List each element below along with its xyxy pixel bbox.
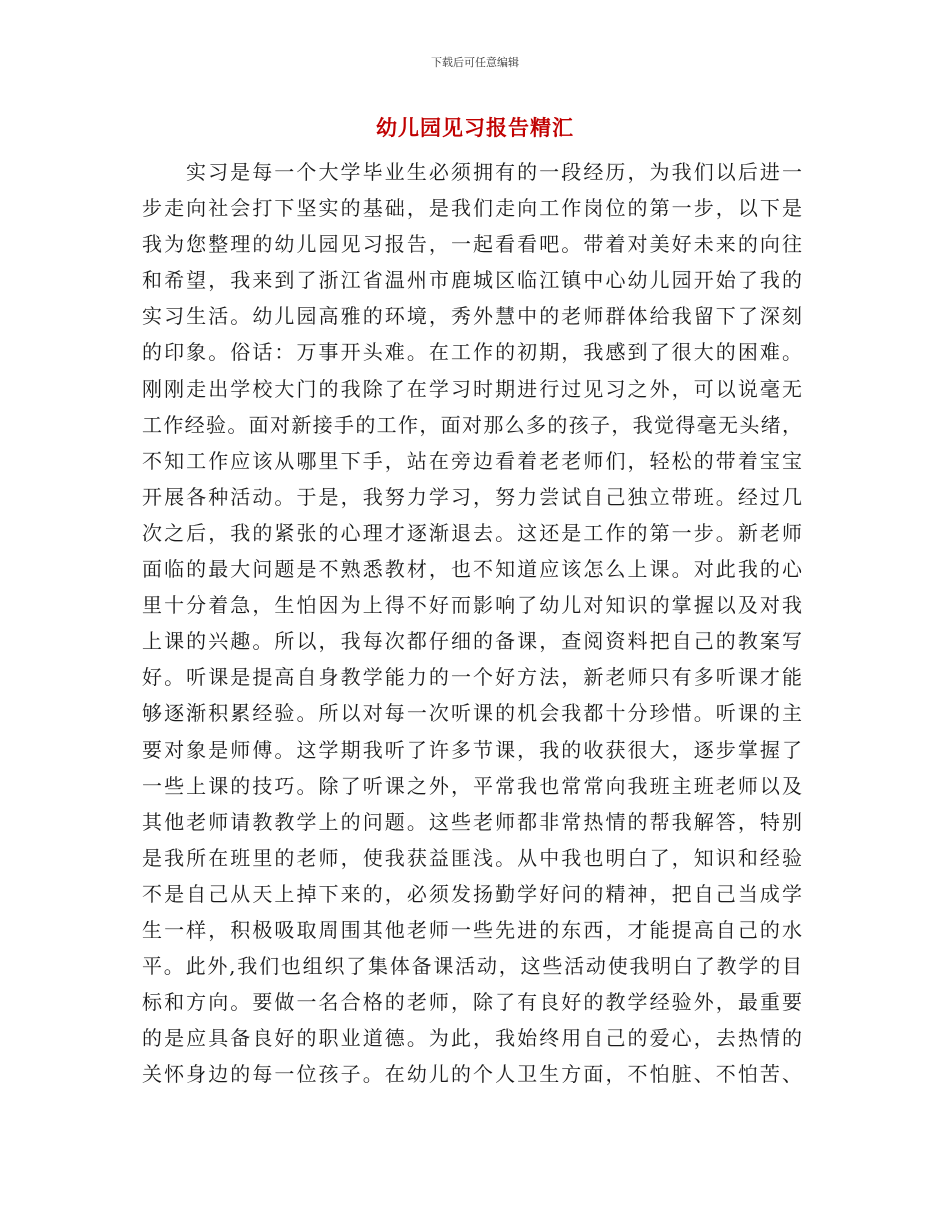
text-line: 上课的兴趣。所以，我每次都仔细的备课，查阅资料把自己的教案写: [142, 629, 802, 654]
text-line: 和希望，我来到了浙江省温州市鹿城区临江镇中心幼儿园开始了我的: [142, 268, 802, 293]
text-line: 不知工作应该从哪里下手，站在旁边看着老老师们，轻松的带着宝宝: [142, 448, 802, 473]
text-line: 开展各种活动。于是，我努力学习，努力尝试自己独立带班。经过几: [142, 484, 802, 509]
text-line: 里十分着急，生怕因为上得不好而影响了幼儿对知识的掌握以及对我: [142, 593, 802, 618]
text-line: 标和方向。要做一名合格的老师，除了有良好的教学经验外，最重要: [142, 990, 802, 1015]
text-line: 面临的最大问题是不熟悉教材，也不知道应该怎么上课。对此我的心: [142, 557, 802, 582]
text-line: 好。听课是提高自身教学能力的一个好方法，新老师只有多听课才能: [142, 665, 802, 690]
text-line: 关怀身边的每一位孩子。在幼儿的个人卫生方面，不怕脏、不怕苦、: [142, 1062, 802, 1087]
text-line: 一些上课的技巧。除了听课之外，平常我也常常向我班主班老师以及: [142, 773, 802, 798]
body-paragraph: [142, 154, 802, 1092]
text-line: 平。此外,我们也组织了集体备课活动，这些活动使我明白了教学的目: [142, 954, 802, 979]
header-note: 下载后可任意编辑: [431, 56, 519, 69]
text-line: 的印象。俗话：万事开头难。在工作的初期，我感到了很大的困难。: [142, 340, 802, 365]
text-line: 步走向社会打下坚实的基础，是我们走向工作岗位的第一步，以下是: [142, 196, 802, 221]
text-line: 实习生活。幼儿园高雅的环境，秀外慧中的老师群体给我留下了深刻: [142, 304, 802, 329]
text-line: 刚刚走出学校大门的我除了在学习时期进行过见习之外，可以说毫无: [142, 376, 802, 401]
text-line: 工作经验。面对新接手的工作，面对那么多的孩子，我觉得毫无头绪，: [142, 412, 802, 437]
text-line: 其他老师请教教学上的问题。这些老师都非常热情的帮我解答，特别: [142, 809, 802, 834]
text-line: 生一样，积极吸取周围其他老师一些先进的东西，才能提高自己的水: [142, 917, 802, 942]
text-line: 的是应具备良好的职业道德。为此，我始终用自己的爱心，去热情的: [142, 1026, 802, 1051]
text-line: 我为您整理的幼儿园见习报告，一起看看吧。带着对美好未来的向往: [142, 232, 802, 257]
text-line: 不是自己从天上掉下来的，必须发扬勤学好问的精神，把自己当成学: [142, 881, 802, 906]
text-line: 要对象是师傅。这学期我听了许多节课，我的收获很大，逐步掌握了: [142, 737, 802, 762]
document-title: 幼儿园见习报告精汇: [376, 115, 574, 140]
text-line: 次之后，我的紧张的心理才逐渐退去。这还是工作的第一步。新老师: [142, 520, 802, 545]
text-line: 够逐渐积累经验。所以对每一次听课的机会我都十分珍惜。听课的主: [142, 701, 802, 726]
text-line: 实习是每一个大学毕业生必须拥有的一段经历，为我们以后进一: [186, 160, 802, 184]
text-line: 是我所在班里的老师，使我获益匪浅。从中我也明白了，知识和经验: [142, 845, 802, 870]
